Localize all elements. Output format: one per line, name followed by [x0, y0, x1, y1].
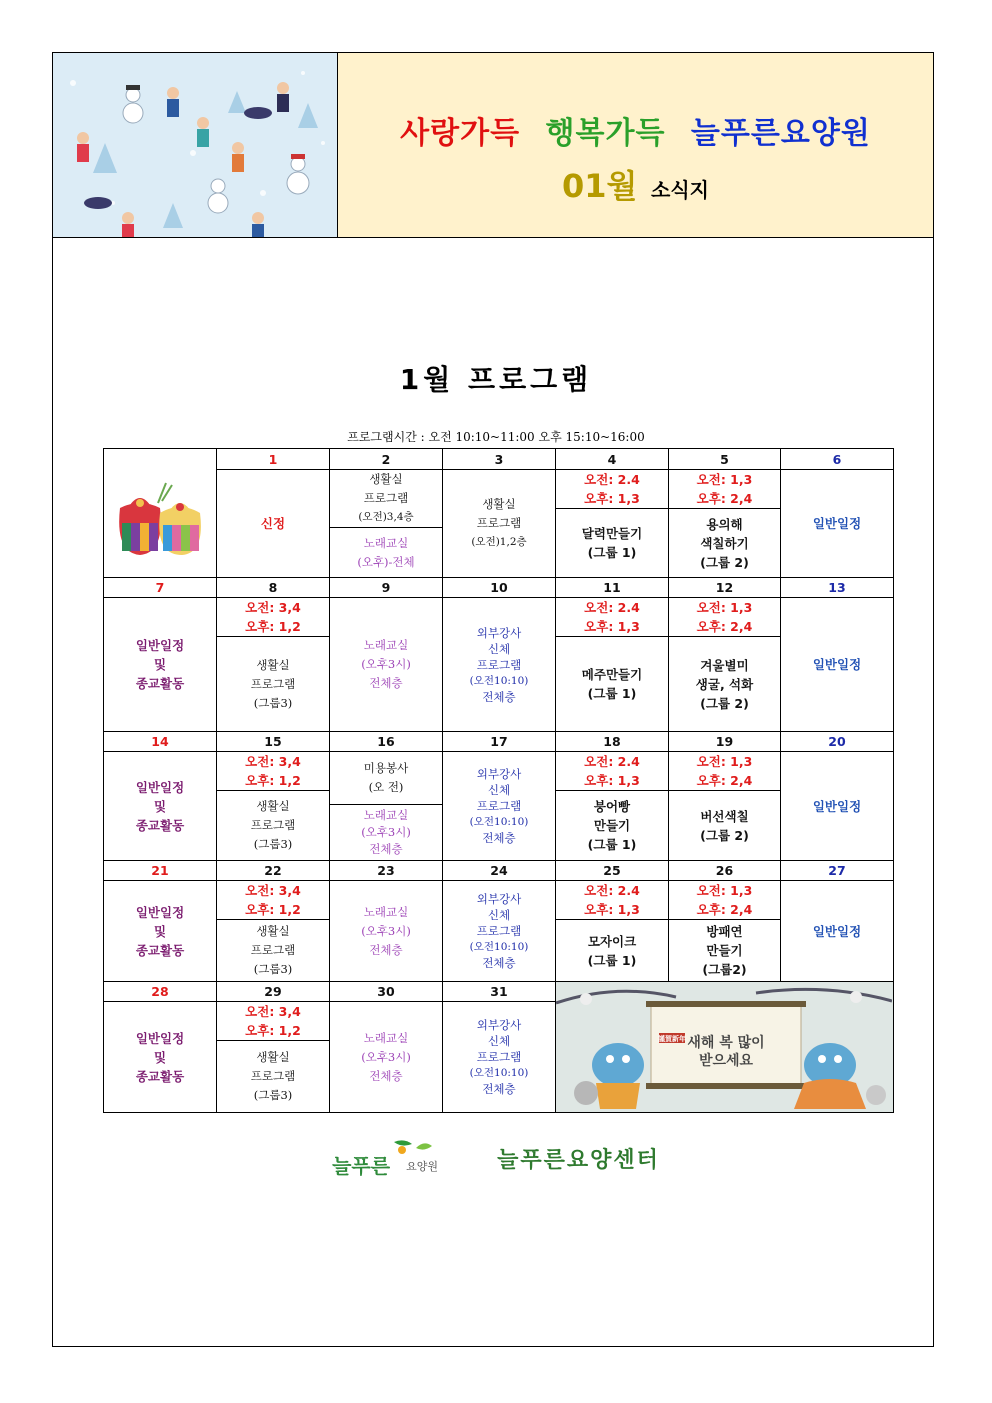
cell-6: 일반일정 — [781, 470, 894, 578]
logo-main-text: 늘푸른 — [332, 1154, 391, 1178]
cell-13: 일반일정 — [781, 598, 894, 732]
cell-line: 프로그램 — [476, 1050, 522, 1064]
cell-line: (오전)3,4층 — [358, 511, 414, 523]
day-22: 22 — [217, 861, 330, 881]
cell-24 — [443, 881, 556, 982]
cell-line: (오후3시) — [361, 923, 411, 938]
cell-31 — [443, 1002, 556, 1113]
cell-17 — [443, 752, 556, 861]
cell-27: 일반일정 — [781, 881, 894, 982]
cell-line: 전체층 — [482, 831, 516, 845]
cell-line: 신체 — [487, 641, 511, 656]
cell-19-groups — [669, 752, 781, 791]
cell-line: 생활실 — [369, 472, 403, 486]
cell-line: 모자이크 — [587, 933, 637, 949]
center-logo — [332, 1138, 452, 1178]
cell-line: 프로그램 — [476, 799, 522, 813]
cell-line: 전체층 — [482, 689, 516, 704]
cell-line: 오전: 2.4 — [584, 600, 640, 615]
cell-25-groups — [556, 881, 669, 920]
cell-line: 일반일정 — [135, 1030, 185, 1046]
cell-line: (그룹 2) — [700, 554, 749, 570]
cell-26-activity — [669, 920, 781, 982]
header-band — [338, 53, 933, 238]
day-16: 16 — [330, 732, 443, 752]
cell-line: (오전10:10) — [469, 674, 529, 687]
cell-line: 생활실 — [256, 799, 290, 813]
cell-line: 일반일정 — [135, 904, 185, 920]
cell-3 — [443, 470, 556, 578]
cell-line: 노래교실 — [363, 535, 409, 550]
slogan-word-happy: 행복가득 — [545, 116, 666, 151]
cell-line: (그룹 2) — [700, 695, 749, 711]
cell-20: 일반일정 — [781, 752, 894, 861]
cell-line: 오후: 2,4 — [696, 773, 753, 788]
cell-line: 달력만들기 — [581, 526, 643, 541]
day-24: 24 — [443, 861, 556, 881]
cell-line: 일반일정 — [135, 779, 185, 795]
cell-line: 종교활동 — [135, 676, 185, 691]
cell-line: 오전: 3,4 — [245, 883, 301, 898]
cell-line: 프로그램 — [250, 818, 296, 832]
cell-line: 오후: 2,4 — [696, 902, 753, 917]
cell-14 — [104, 752, 217, 861]
cell-22-activity — [217, 920, 330, 982]
lucky-bag-image — [104, 449, 217, 578]
cell-line: 오후: 1,3 — [584, 491, 640, 506]
cell-29-groups — [217, 1002, 330, 1041]
slogan-word-love: 사랑가득 — [400, 116, 521, 151]
cell-21 — [104, 881, 217, 982]
new-year-greeting-image — [556, 982, 894, 1113]
day-26: 26 — [669, 861, 781, 881]
cell-line: 방패연 — [706, 924, 743, 939]
cell-11-activity — [556, 637, 669, 732]
cell-line: 및 — [153, 1049, 167, 1065]
day-18: 18 — [556, 732, 669, 752]
cell-18-activity — [556, 791, 669, 861]
cell-line: 메주만들기 — [581, 667, 643, 682]
cell-line: 오후: 1,2 — [245, 902, 301, 917]
day-29: 29 — [217, 982, 330, 1002]
cell-4-groups — [556, 470, 669, 509]
cell-29-activity — [217, 1041, 330, 1113]
cell-line: 신체 — [487, 908, 511, 922]
cell-line: 종교활동 — [135, 1068, 185, 1084]
cell-line: 외부강사 — [476, 767, 522, 781]
cell-line: (오후3시) — [361, 825, 411, 839]
cell-line: (오전)1,2층 — [471, 536, 527, 548]
cell-line: 노래교실 — [363, 638, 409, 652]
cell-line: 신체 — [487, 783, 511, 797]
cell-line: (오전10:10) — [469, 941, 529, 953]
cell-line: 오전: 2.4 — [584, 754, 640, 769]
day-14: 14 — [104, 732, 217, 752]
cell-line: 프로그램 — [476, 516, 522, 530]
cell-line: 프로그램 — [250, 1069, 296, 1083]
footer — [0, 1138, 992, 1178]
cell-line: 오전: 2.4 — [584, 883, 640, 898]
cell-line: 미용봉사 — [363, 761, 409, 775]
cell-line: 전체층 — [482, 1082, 516, 1096]
cell-line: 용의해 — [706, 516, 743, 532]
header-slogan — [338, 108, 933, 152]
cell-line: (그룹 1) — [587, 686, 637, 701]
cell-line: 외부강사 — [476, 892, 522, 906]
cell-line: (오전10:10) — [469, 816, 529, 828]
day-23: 23 — [330, 861, 443, 881]
cell-line: (그룹 1) — [587, 952, 637, 968]
winter-illustration — [53, 53, 338, 238]
cell-10 — [443, 598, 556, 732]
logo-sub-text: 요양원 — [406, 1160, 438, 1173]
cell-line: 오후: 1,3 — [584, 773, 640, 788]
cell-line: 프로그램 — [363, 491, 409, 505]
cell-1: 신정 — [217, 470, 330, 578]
cell-16-am — [330, 752, 443, 805]
cell-line: (그룹 1) — [587, 545, 637, 560]
day-9: 9 — [330, 578, 443, 598]
cell-line: 생활실 — [256, 924, 290, 938]
day-7: 7 — [104, 578, 217, 598]
cell-line: (그룹2) — [702, 962, 747, 977]
cell-line: (오후)-전체 — [357, 554, 415, 569]
day-1: 1 — [217, 449, 330, 470]
cell-line: 노래교실 — [363, 1030, 409, 1045]
cell-line: 만들기 — [706, 943, 743, 958]
cell-line: 오전: 1,3 — [696, 472, 753, 487]
cell-15-groups — [217, 752, 330, 791]
cell-line: 전체층 — [369, 1068, 403, 1083]
cell-18-groups — [556, 752, 669, 791]
cell-7 — [104, 598, 217, 732]
day-28: 28 — [104, 982, 217, 1002]
cell-line: (그룹 2) — [700, 827, 749, 843]
cell-15-activity — [217, 791, 330, 861]
slogan-word-center: 늘푸른요양원 — [690, 116, 871, 151]
greeting-tag: 謹賀新年 — [658, 1035, 686, 1043]
cell-line: (오후3시) — [361, 1049, 411, 1064]
cell-line: 오후: 1,2 — [245, 773, 301, 788]
cell-line: 오전: 3,4 — [245, 754, 301, 769]
cell-line: 프로그램 — [250, 676, 296, 691]
greeting-line-1: 새해 복 많이 — [687, 1035, 765, 1051]
cell-line: 겨울별미 — [700, 657, 749, 673]
cell-line: 종교활동 — [135, 817, 185, 833]
day-21: 21 — [104, 861, 217, 881]
cell-line: 일반일정 — [135, 638, 185, 653]
day-3: 3 — [443, 449, 556, 470]
cell-line: 종교활동 — [135, 942, 185, 958]
greeting-line-2: 받으세요 — [698, 1053, 754, 1069]
cell-line: 색칠하기 — [700, 535, 749, 551]
day-6: 6 — [781, 449, 894, 470]
day-20: 20 — [781, 732, 894, 752]
cell-line: 생굴, 석화 — [695, 676, 754, 692]
day-27: 27 — [781, 861, 894, 881]
cell-4-activity — [556, 509, 669, 578]
cell-line: 생활실 — [482, 497, 516, 511]
day-4: 4 — [556, 449, 669, 470]
cell-23 — [330, 881, 443, 982]
cell-line: 및 — [153, 798, 167, 814]
program-calendar — [103, 448, 894, 1113]
cell-line: 오전: 3,4 — [245, 1004, 301, 1019]
day-30: 30 — [330, 982, 443, 1002]
day-19: 19 — [669, 732, 781, 752]
cell-line: (그룹3) — [253, 837, 293, 851]
day-10: 10 — [443, 578, 556, 598]
cell-line: 전체층 — [369, 942, 403, 957]
cell-12-activity — [669, 637, 781, 732]
cell-9 — [330, 598, 443, 732]
cell-line: 노래교실 — [363, 904, 409, 919]
newsletter-month: 01월 — [562, 167, 638, 205]
day-17: 17 — [443, 732, 556, 752]
cell-19-activity — [669, 791, 781, 861]
cell-line: 오전: 1,3 — [696, 883, 753, 898]
cell-line: 오후: 1,3 — [584, 902, 640, 917]
cell-line: 노래교실 — [363, 808, 409, 822]
cell-8-activity — [217, 637, 330, 732]
program-time: 프로그램시간 : 오전 10:10~11:00 오후 15:10~16:00 — [347, 430, 645, 444]
cell-line: 오후: 1,2 — [245, 1023, 301, 1038]
cell-line: 오전: 1,3 — [696, 754, 753, 769]
cell-line: 및 — [153, 657, 167, 672]
cell-line: 오후: 2,4 — [696, 619, 753, 634]
cell-line: 및 — [153, 923, 167, 939]
cell-line: (그룹 1) — [587, 837, 637, 852]
cell-26-groups — [669, 881, 781, 920]
cell-16-pm — [330, 805, 443, 861]
cell-5-activity — [669, 509, 781, 578]
cell-line: 버선색칠 — [700, 808, 749, 824]
day-13: 13 — [781, 578, 894, 598]
cell-30 — [330, 1002, 443, 1113]
day-31: 31 — [443, 982, 556, 1002]
cell-line: 전체층 — [482, 956, 516, 970]
cell-line: 전체층 — [369, 842, 403, 856]
day-25: 25 — [556, 861, 669, 881]
cell-line: 전체층 — [369, 676, 403, 690]
cell-line: (그룹3) — [253, 695, 293, 710]
cell-28 — [104, 1002, 217, 1113]
cell-line: (그룹3) — [253, 962, 293, 976]
cell-line: 만들기 — [593, 818, 631, 833]
day-12: 12 — [669, 578, 781, 598]
cell-line: 붕어빵 — [593, 799, 631, 814]
cell-line: 생활실 — [256, 1050, 290, 1064]
cell-line: 오후: 1,3 — [584, 619, 640, 634]
cell-11-groups — [556, 598, 669, 637]
header-newsletter — [338, 161, 933, 207]
cell-line: 오전: 1,3 — [696, 600, 753, 615]
page-title: 1월 프로그램 — [399, 363, 593, 396]
cell-25-activity — [556, 920, 669, 982]
cell-line: 신체 — [487, 1034, 511, 1048]
cell-line: 오후: 2,4 — [696, 491, 753, 506]
newsletter-label: 소식지 — [651, 178, 709, 202]
cell-22-groups — [217, 881, 330, 920]
cell-line: 프로그램 — [476, 924, 522, 938]
cell-line: 오전: 2.4 — [584, 472, 640, 487]
cell-line: 오전: 3,4 — [245, 600, 301, 615]
cell-12-groups — [669, 598, 781, 637]
cell-8-groups — [217, 598, 330, 637]
cell-line: (오후3시) — [361, 657, 411, 671]
cell-2-am — [330, 470, 443, 528]
cell-line: 외부강사 — [476, 625, 522, 640]
day-8: 8 — [217, 578, 330, 598]
day-5: 5 — [669, 449, 781, 470]
center-name: 늘푸른요양센터 — [497, 1147, 660, 1173]
cell-line: (그룹3) — [253, 1088, 293, 1102]
cell-line: 프로그램 — [476, 657, 522, 672]
cell-line: (오전10:10) — [469, 1067, 529, 1079]
day-15: 15 — [217, 732, 330, 752]
day-11: 11 — [556, 578, 669, 598]
cell-line: 외부강사 — [476, 1018, 522, 1032]
cell-5-groups — [669, 470, 781, 509]
cell-line: 프로그램 — [250, 943, 296, 957]
day-2: 2 — [330, 449, 443, 470]
cell-line: 오후: 1,2 — [245, 619, 301, 634]
cell-line: 생활실 — [256, 657, 290, 672]
cell-2-pm — [330, 528, 443, 578]
cell-line: (오 전) — [368, 780, 404, 794]
